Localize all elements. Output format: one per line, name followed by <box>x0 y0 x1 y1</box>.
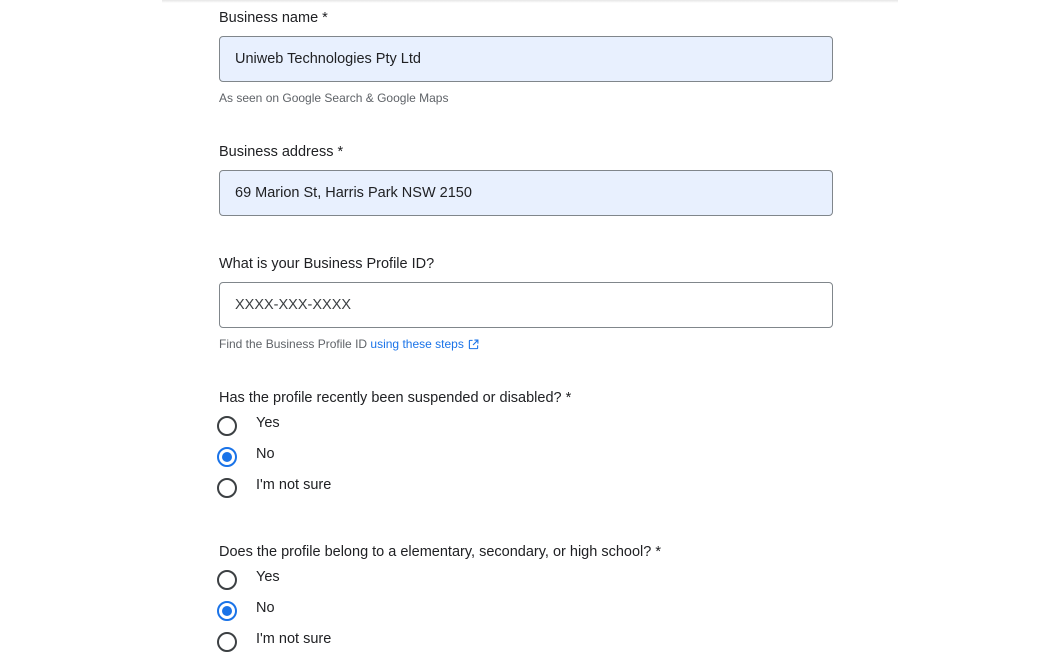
radio-label: I'm not sure <box>256 631 332 647</box>
using-these-steps-link[interactable] <box>370 337 478 351</box>
profile-id-hint-text: Find the Business Profile ID <box>219 337 368 351</box>
radio-label: I'm not sure <box>256 477 332 493</box>
school-option-no[interactable] <box>217 599 275 623</box>
radio-button-checked[interactable] <box>217 447 237 467</box>
radio-button[interactable] <box>217 416 237 436</box>
business-name-input[interactable] <box>235 51 817 67</box>
radio-label: No <box>256 446 275 462</box>
radio-button[interactable] <box>217 478 237 498</box>
radio-button-checked[interactable] <box>217 601 237 621</box>
profile-id-field[interactable] <box>219 282 833 328</box>
profile-id-label: What is your Business Profile ID? <box>219 256 435 272</box>
radio-button[interactable] <box>217 632 237 652</box>
school-question-label: Does the profile belong to a elementary, secondary, or high school? * <box>219 544 661 560</box>
business-address-input[interactable] <box>235 185 817 201</box>
radio-label: No <box>256 600 275 616</box>
top-divider <box>162 0 898 3</box>
school-option-yes[interactable] <box>217 568 280 592</box>
radio-label: Yes <box>256 415 280 431</box>
business-address-label: Business address * <box>219 144 344 160</box>
radio-label: Yes <box>256 569 280 585</box>
school-option-not-sure[interactable] <box>217 630 331 654</box>
business-name-field[interactable] <box>219 36 833 82</box>
business-name-hint: As seen on Google Search & Google Maps <box>219 91 449 105</box>
radio-button[interactable] <box>217 570 237 590</box>
profile-id-input[interactable] <box>235 297 817 313</box>
suspended-option-no[interactable] <box>217 445 275 469</box>
open-in-new-icon[interactable] <box>468 339 479 353</box>
profile-id-hint <box>219 337 479 353</box>
suspended-option-not-sure[interactable] <box>217 476 331 500</box>
business-name-label: Business name * <box>219 10 328 26</box>
using-these-steps-link-text[interactable]: using these steps <box>370 337 464 351</box>
suspended-question-label: Has the profile recently been suspended or disabled? * <box>219 390 572 406</box>
suspended-option-yes[interactable] <box>217 414 280 438</box>
business-address-field[interactable] <box>219 170 833 216</box>
